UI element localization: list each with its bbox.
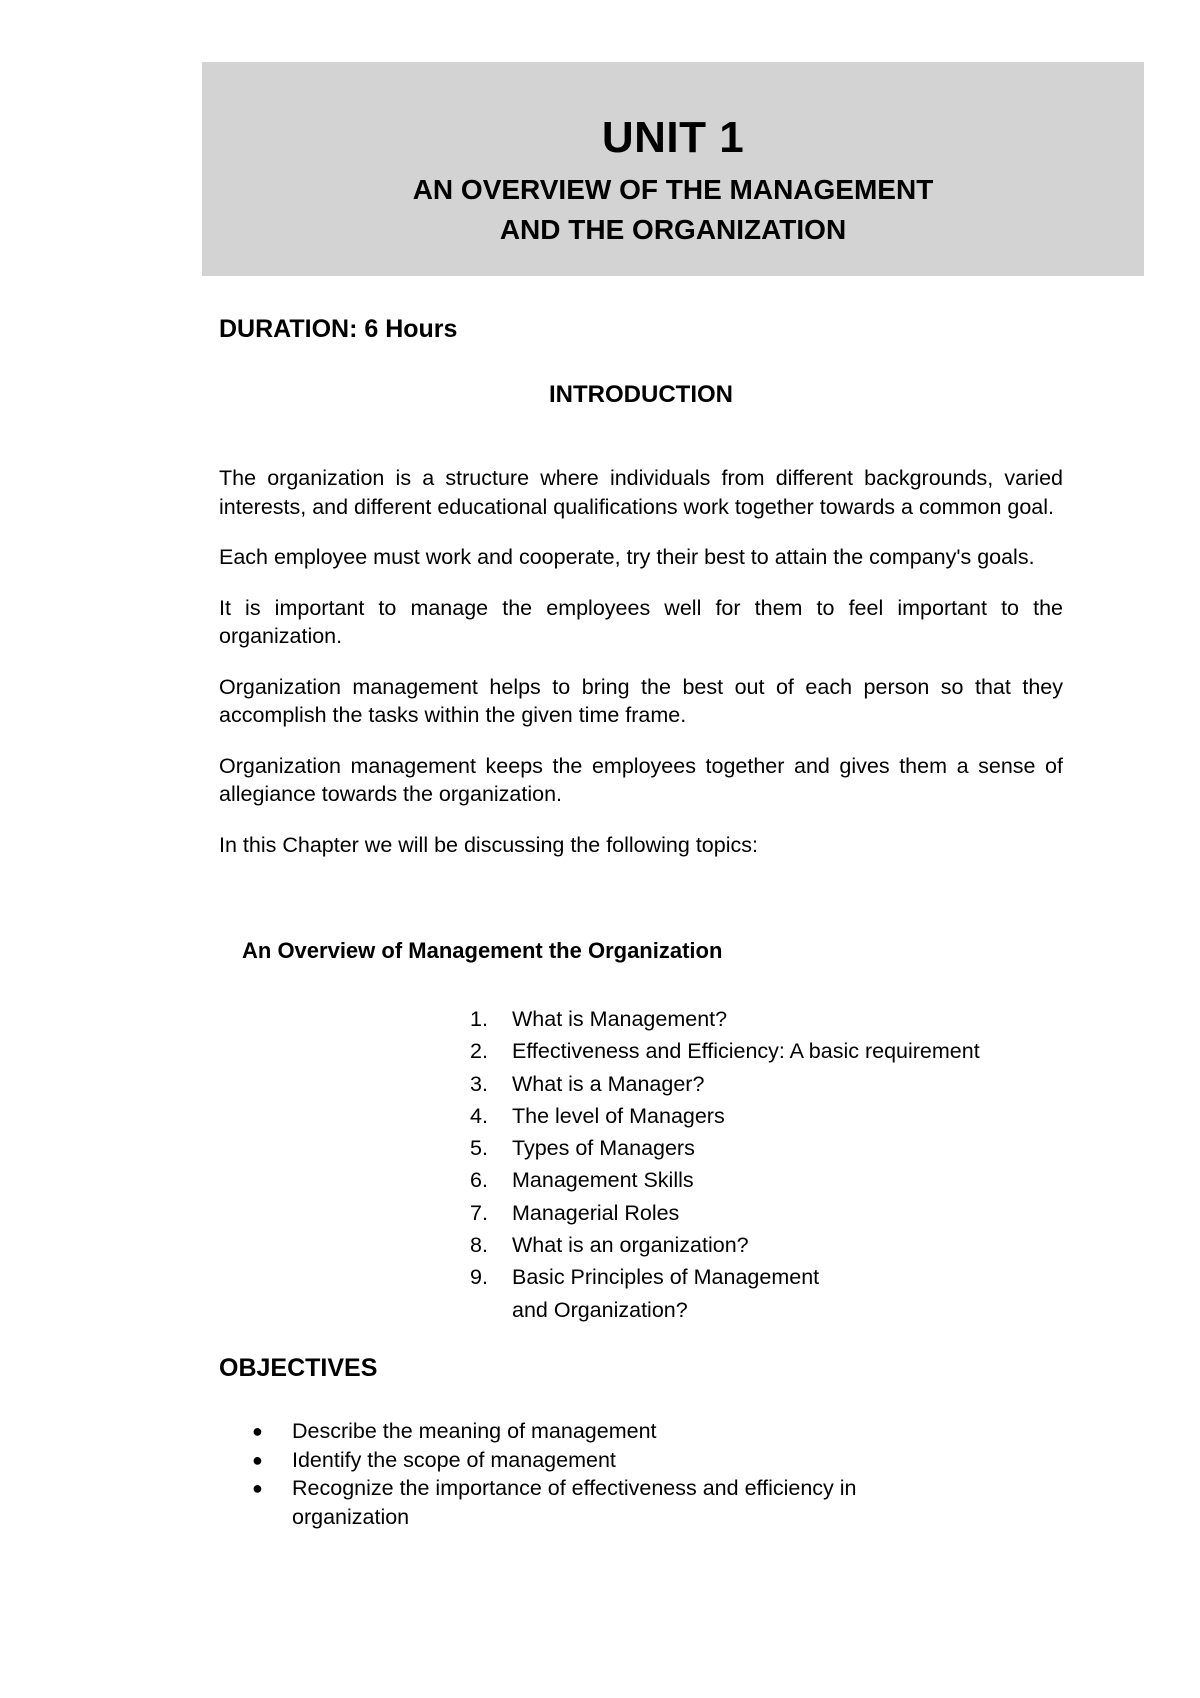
topic-item <box>470 1035 1070 1067</box>
topic-text-line-2: and Organization? <box>512 1297 688 1322</box>
intro-paragraph: Organization management keeps the employees together and gives them a sense of allegiance towards the organization. <box>219 753 1063 806</box>
topics-heading: An Overview of Management the Organization <box>242 938 723 963</box>
topic-item <box>470 1068 1070 1100</box>
objective-text: Identify the scope of management <box>292 1447 616 1472</box>
topic-item <box>470 1132 1070 1164</box>
unit-subtitle-line-1: AN OVERVIEW OF THE MANAGEMENT <box>412 174 934 205</box>
objective-text: Describe the meaning of management <box>292 1419 657 1443</box>
topic-number: 9. <box>470 1265 488 1290</box>
topic-item <box>470 1003 1070 1035</box>
introduction-heading: INTRODUCTION <box>549 381 733 408</box>
topic-number: 4. <box>470 1103 488 1128</box>
topic-text <box>512 1261 1070 1326</box>
topic-text: The level of Managers <box>512 1103 725 1128</box>
topic-number: 8. <box>470 1233 488 1258</box>
duration-label: DURATION: 6 Hours <box>219 315 458 343</box>
topic-text: Managerial Roles <box>512 1200 680 1225</box>
unit-title: UNIT 1 <box>601 113 745 162</box>
topic-item <box>470 1261 1070 1326</box>
introduction-body <box>219 464 1063 881</box>
topic-text: What is an organization? <box>512 1233 749 1258</box>
objectives-heading: OBJECTIVES <box>219 1354 378 1382</box>
objective-text: Recognize the importance of effectiveness and efficiency in organization <box>292 1476 857 1529</box>
intro-paragraph: Organization management helps to bring the best out of each person so that they accomplish the tasks within the given time frame. <box>219 674 1063 727</box>
topic-number: 5. <box>470 1136 488 1161</box>
topic-text: What is Management? <box>512 1007 728 1031</box>
topic-number: 3. <box>470 1071 488 1096</box>
unit-subtitle-line-2: AND THE ORGANIZATION <box>499 214 847 245</box>
topics-list <box>470 1003 1070 1326</box>
topic-text: Effectiveness and Efficiency: A basic requirement <box>512 1039 980 1064</box>
intro-paragraph: The organization is a structure where individuals from different backgrounds, varied interests, and different educational qualifications work together towards a common goal. <box>219 466 1063 519</box>
topic-text: What is a Manager? <box>512 1071 705 1096</box>
topic-number: 1. <box>470 1007 488 1031</box>
topic-number: 2. <box>470 1039 488 1064</box>
unit-subtitle <box>202 170 1144 250</box>
objective-item <box>252 1474 972 1531</box>
topic-text: Types of Managers <box>512 1136 695 1161</box>
bullet-icon: ● <box>252 1421 263 1441</box>
bullet-icon: ● <box>252 1478 263 1498</box>
topic-number: 6. <box>470 1168 488 1193</box>
unit-header-box <box>202 62 1144 276</box>
intro-paragraph: In this Chapter we will be discussing the following topics: <box>219 832 758 857</box>
intro-paragraph: Each employee must work and cooperate, try their best to attain the company's goals. <box>219 545 1035 569</box>
intro-paragraph: It is important to manage the employees well for them to feel important to the organization. <box>219 595 1063 648</box>
objective-item <box>252 1417 972 1446</box>
topic-item <box>470 1164 1070 1196</box>
topic-number: 7. <box>470 1200 488 1225</box>
objectives-list <box>252 1417 972 1531</box>
topic-item <box>470 1197 1070 1229</box>
objective-item <box>252 1446 972 1475</box>
topic-item <box>470 1100 1070 1132</box>
bullet-icon: ● <box>252 1449 263 1470</box>
topic-text-line-1: Basic Principles of Management <box>512 1265 820 1290</box>
topic-item <box>470 1229 1070 1261</box>
topic-text: Management Skills <box>512 1168 694 1193</box>
